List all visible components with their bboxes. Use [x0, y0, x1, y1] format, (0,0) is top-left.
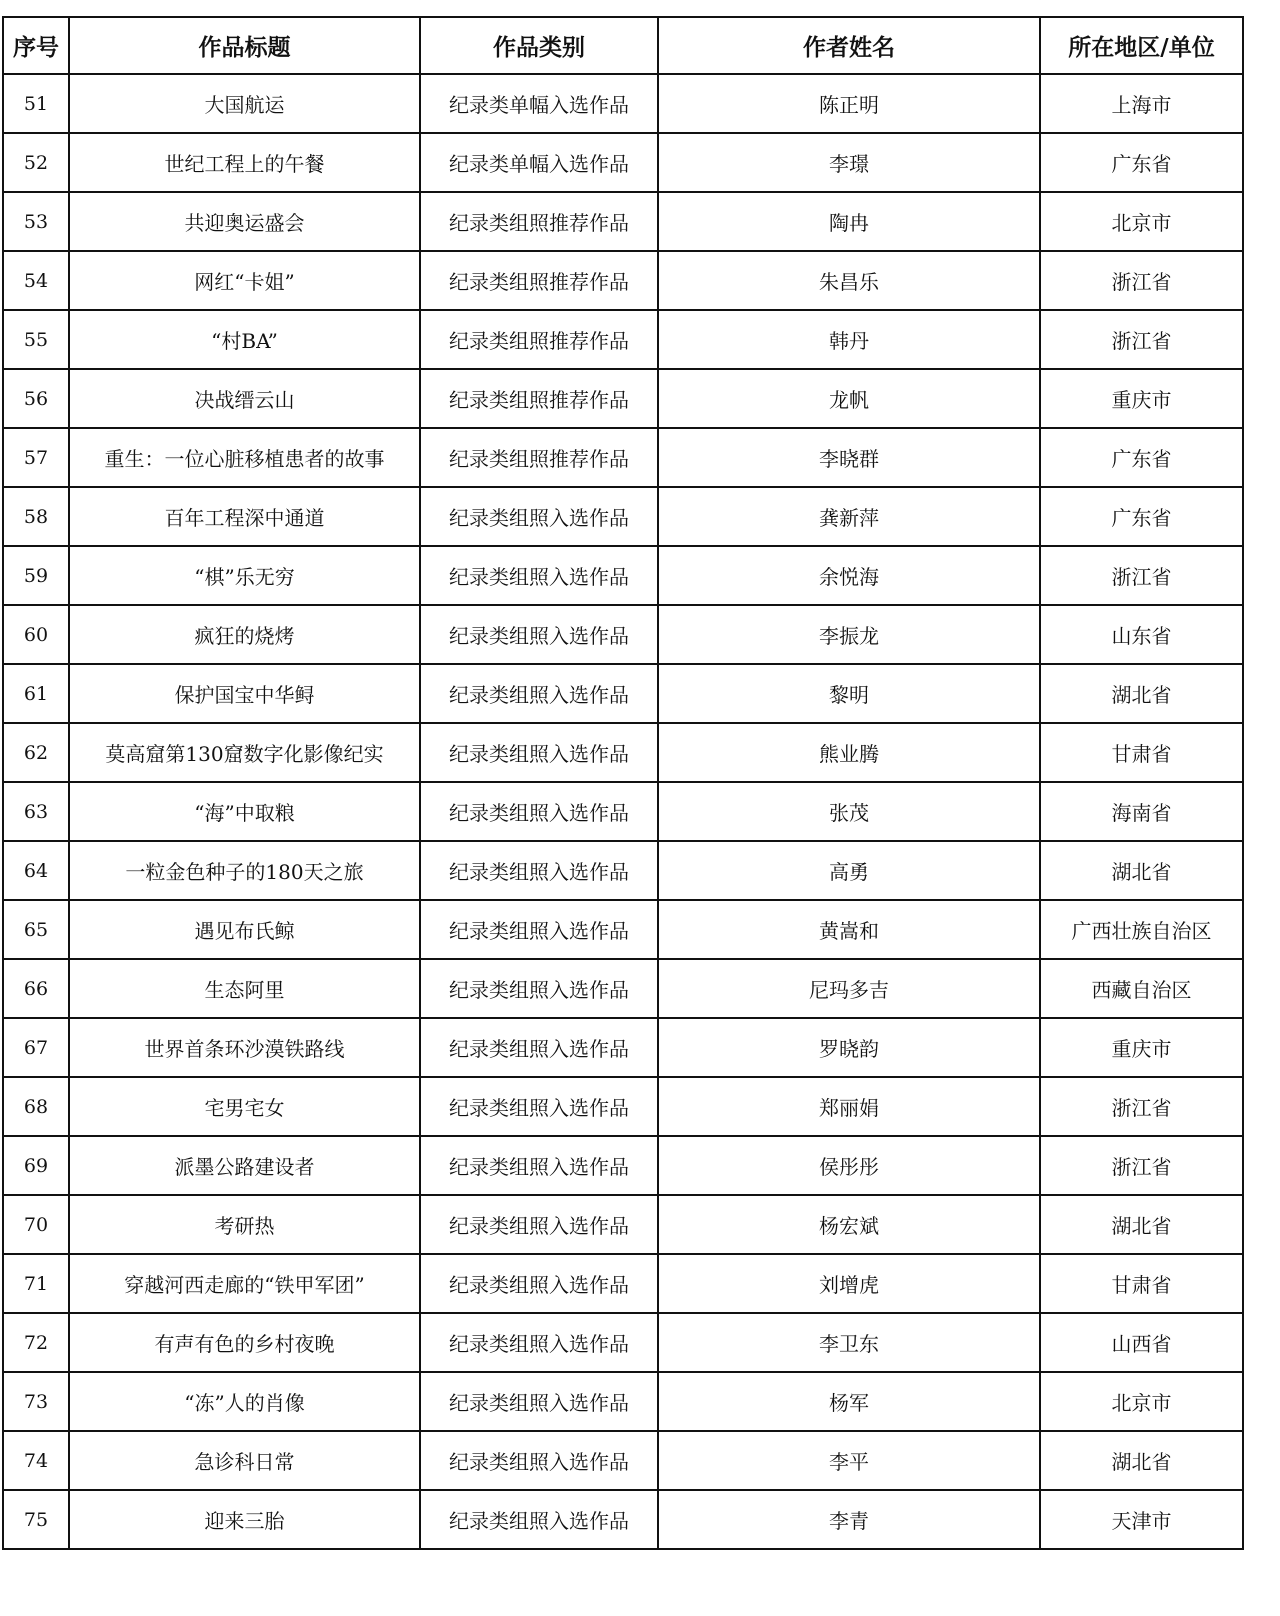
cell-index: 54 — [3, 251, 69, 310]
cell-title: 重生：一位心脏移植患者的故事 — [69, 428, 420, 487]
table-row — [3, 74, 1243, 133]
cell-category: 纪录类组照入选作品 — [420, 1490, 658, 1549]
table-row — [3, 310, 1243, 369]
cell-region: 山东省 — [1040, 605, 1243, 664]
cell-author: 李青 — [658, 1490, 1040, 1549]
cell-index: 73 — [3, 1372, 69, 1431]
cell-author: 张茂 — [658, 782, 1040, 841]
table-row — [3, 1077, 1243, 1136]
cell-title: “冻”人的肖像 — [69, 1372, 420, 1431]
cell-author: 李晓群 — [658, 428, 1040, 487]
cell-region: 广东省 — [1040, 487, 1243, 546]
cell-author: 杨军 — [658, 1372, 1040, 1431]
table-row — [3, 487, 1243, 546]
cell-region: 重庆市 — [1040, 1018, 1243, 1077]
table-row — [3, 1431, 1243, 1490]
cell-title: 大国航运 — [69, 74, 420, 133]
cell-region: 西藏自治区 — [1040, 959, 1243, 1018]
cell-author: 罗晓韵 — [658, 1018, 1040, 1077]
cell-region: 广东省 — [1040, 428, 1243, 487]
table-row — [3, 841, 1243, 900]
cell-category: 纪录类组照入选作品 — [420, 723, 658, 782]
cell-index: 64 — [3, 841, 69, 900]
cell-title: 迎来三胎 — [69, 1490, 420, 1549]
cell-author: 尼玛多吉 — [658, 959, 1040, 1018]
cell-region: 海南省 — [1040, 782, 1243, 841]
cell-title: 急诊科日常 — [69, 1431, 420, 1490]
cell-region: 北京市 — [1040, 1372, 1243, 1431]
cell-title: “棋”乐无穷 — [69, 546, 420, 605]
table-row — [3, 428, 1243, 487]
table-row — [3, 1372, 1243, 1431]
table-row — [3, 1018, 1243, 1077]
cell-region: 天津市 — [1040, 1490, 1243, 1549]
header-region: 所在地区/单位 — [1040, 17, 1243, 74]
table-row — [3, 959, 1243, 1018]
cell-category: 纪录类组照入选作品 — [420, 841, 658, 900]
cell-author: 余悦海 — [658, 546, 1040, 605]
cell-author: 黄嵩和 — [658, 900, 1040, 959]
cell-region: 浙江省 — [1040, 1136, 1243, 1195]
cell-author: 陶冉 — [658, 192, 1040, 251]
cell-index: 60 — [3, 605, 69, 664]
cell-title: 世界首条环沙漠铁路线 — [69, 1018, 420, 1077]
table-row — [3, 192, 1243, 251]
cell-author: 李璟 — [658, 133, 1040, 192]
award-list-table — [2, 16, 1244, 1550]
cell-title: 派墨公路建设者 — [69, 1136, 420, 1195]
cell-title: 百年工程深中通道 — [69, 487, 420, 546]
cell-category: 纪录类组照入选作品 — [420, 1431, 658, 1490]
cell-category: 纪录类组照入选作品 — [420, 487, 658, 546]
cell-title: 有声有色的乡村夜晚 — [69, 1313, 420, 1372]
header-author: 作者姓名 — [658, 17, 1040, 74]
table-row — [3, 723, 1243, 782]
header-title: 作品标题 — [69, 17, 420, 74]
cell-region: 广东省 — [1040, 133, 1243, 192]
cell-category: 纪录类组照入选作品 — [420, 605, 658, 664]
cell-region: 湖北省 — [1040, 841, 1243, 900]
cell-region: 浙江省 — [1040, 1077, 1243, 1136]
cell-title: “海”中取粮 — [69, 782, 420, 841]
cell-title: 决战缙云山 — [69, 369, 420, 428]
cell-category: 纪录类组照入选作品 — [420, 1195, 658, 1254]
cell-category: 纪录类组照入选作品 — [420, 546, 658, 605]
table-row — [3, 664, 1243, 723]
cell-author: 黎明 — [658, 664, 1040, 723]
cell-title: 一粒金色种子的180天之旅 — [69, 841, 420, 900]
cell-index: 57 — [3, 428, 69, 487]
table-body — [3, 74, 1243, 1549]
cell-category: 纪录类组照入选作品 — [420, 1372, 658, 1431]
cell-region: 浙江省 — [1040, 310, 1243, 369]
cell-author: 龚新萍 — [658, 487, 1040, 546]
cell-title: 莫高窟第130窟数字化影像纪实 — [69, 723, 420, 782]
cell-category: 纪录类组照推荐作品 — [420, 369, 658, 428]
cell-category: 纪录类单幅入选作品 — [420, 74, 658, 133]
cell-index: 65 — [3, 900, 69, 959]
cell-region: 湖北省 — [1040, 664, 1243, 723]
table-row — [3, 1490, 1243, 1549]
cell-title: 疯狂的烧烤 — [69, 605, 420, 664]
table-row — [3, 251, 1243, 310]
cell-author: 熊业腾 — [658, 723, 1040, 782]
cell-title: 宅男宅女 — [69, 1077, 420, 1136]
cell-index: 68 — [3, 1077, 69, 1136]
table-row — [3, 900, 1243, 959]
cell-index: 55 — [3, 310, 69, 369]
cell-category: 纪录类组照入选作品 — [420, 1313, 658, 1372]
cell-index: 58 — [3, 487, 69, 546]
header-index: 序号 — [3, 17, 69, 74]
table-row — [3, 1195, 1243, 1254]
cell-index: 67 — [3, 1018, 69, 1077]
cell-category: 纪录类组照推荐作品 — [420, 310, 658, 369]
cell-title: 共迎奥运盛会 — [69, 192, 420, 251]
cell-region: 北京市 — [1040, 192, 1243, 251]
cell-category: 纪录类组照推荐作品 — [420, 251, 658, 310]
cell-category: 纪录类组照入选作品 — [420, 1136, 658, 1195]
cell-author: 刘增虎 — [658, 1254, 1040, 1313]
cell-region: 甘肃省 — [1040, 723, 1243, 782]
cell-index: 71 — [3, 1254, 69, 1313]
cell-category: 纪录类组照入选作品 — [420, 664, 658, 723]
table-row — [3, 369, 1243, 428]
cell-index: 51 — [3, 74, 69, 133]
header-category: 作品类别 — [420, 17, 658, 74]
cell-author: 郑丽娟 — [658, 1077, 1040, 1136]
cell-category: 纪录类组照入选作品 — [420, 1077, 658, 1136]
cell-index: 75 — [3, 1490, 69, 1549]
cell-region: 湖北省 — [1040, 1431, 1243, 1490]
cell-title: “村BA” — [69, 310, 420, 369]
cell-author: 高勇 — [658, 841, 1040, 900]
cell-index: 74 — [3, 1431, 69, 1490]
table-row — [3, 605, 1243, 664]
cell-index: 61 — [3, 664, 69, 723]
cell-title: 保护国宝中华鲟 — [69, 664, 420, 723]
cell-category: 纪录类组照入选作品 — [420, 900, 658, 959]
table-row — [3, 1136, 1243, 1195]
cell-region: 山西省 — [1040, 1313, 1243, 1372]
cell-region: 广西壮族自治区 — [1040, 900, 1243, 959]
cell-author: 李卫东 — [658, 1313, 1040, 1372]
table-row — [3, 133, 1243, 192]
cell-index: 66 — [3, 959, 69, 1018]
cell-region: 上海市 — [1040, 74, 1243, 133]
cell-region: 甘肃省 — [1040, 1254, 1243, 1313]
cell-author: 韩丹 — [658, 310, 1040, 369]
cell-author: 龙帆 — [658, 369, 1040, 428]
cell-category: 纪录类组照入选作品 — [420, 1254, 658, 1313]
cell-category: 纪录类组照推荐作品 — [420, 192, 658, 251]
cell-author: 李振龙 — [658, 605, 1040, 664]
cell-index: 72 — [3, 1313, 69, 1372]
cell-author: 陈正明 — [658, 74, 1040, 133]
cell-region: 重庆市 — [1040, 369, 1243, 428]
cell-title: 网红“卡姐” — [69, 251, 420, 310]
cell-author: 朱昌乐 — [658, 251, 1040, 310]
cell-author: 李平 — [658, 1431, 1040, 1490]
cell-index: 56 — [3, 369, 69, 428]
cell-title: 生态阿里 — [69, 959, 420, 1018]
cell-region: 湖北省 — [1040, 1195, 1243, 1254]
table-header-row — [3, 17, 1243, 74]
table-row — [3, 782, 1243, 841]
cell-index: 59 — [3, 546, 69, 605]
table-row — [3, 1313, 1243, 1372]
cell-category: 纪录类单幅入选作品 — [420, 133, 658, 192]
cell-author: 杨宏斌 — [658, 1195, 1040, 1254]
cell-title: 穿越河西走廊的“铁甲军团” — [69, 1254, 420, 1313]
cell-category: 纪录类组照推荐作品 — [420, 428, 658, 487]
cell-index: 62 — [3, 723, 69, 782]
cell-title: 考研热 — [69, 1195, 420, 1254]
cell-index: 52 — [3, 133, 69, 192]
cell-category: 纪录类组照入选作品 — [420, 782, 658, 841]
cell-region: 浙江省 — [1040, 546, 1243, 605]
cell-title: 遇见布氏鲸 — [69, 900, 420, 959]
table-row — [3, 1254, 1243, 1313]
cell-category: 纪录类组照入选作品 — [420, 959, 658, 1018]
cell-author: 侯彤彤 — [658, 1136, 1040, 1195]
cell-index: 69 — [3, 1136, 69, 1195]
cell-index: 63 — [3, 782, 69, 841]
cell-index: 53 — [3, 192, 69, 251]
award-list-table-container — [2, 16, 1244, 1550]
cell-region: 浙江省 — [1040, 251, 1243, 310]
cell-index: 70 — [3, 1195, 69, 1254]
table-row — [3, 546, 1243, 605]
cell-title: 世纪工程上的午餐 — [69, 133, 420, 192]
cell-category: 纪录类组照入选作品 — [420, 1018, 658, 1077]
